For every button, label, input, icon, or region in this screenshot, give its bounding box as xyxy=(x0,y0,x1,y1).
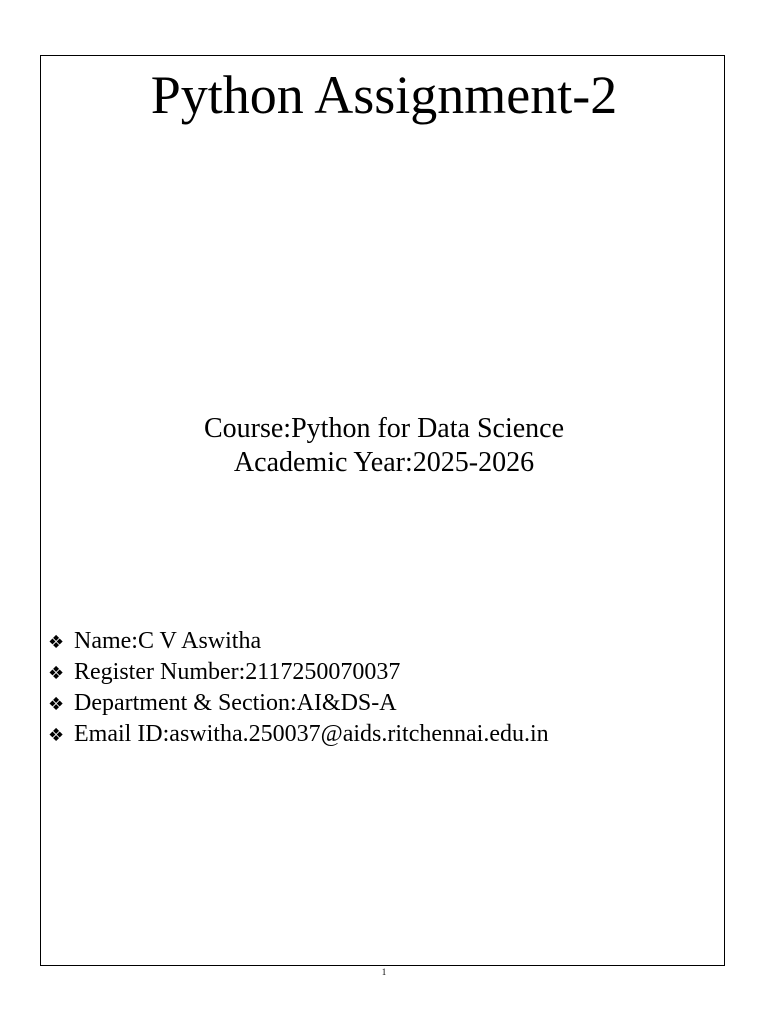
detail-email: Email ID:aswitha.250037@aids.ritchennai.edu.in xyxy=(74,721,549,747)
list-item-register-number xyxy=(48,657,549,688)
detail-department: Department & Section:AI&DS-A xyxy=(74,690,397,716)
page-number: 1 xyxy=(381,967,387,977)
four-diamond-bullet-icon: ❖ xyxy=(48,663,65,684)
four-diamond-bullet-icon: ❖ xyxy=(48,632,65,653)
course-line: Course:Python for Data Science xyxy=(203,413,565,444)
academic-year-line: Academic Year:2025-2026 xyxy=(233,447,535,478)
document-title: Python Assignment-2 xyxy=(150,65,618,125)
list-item-department xyxy=(48,688,549,719)
student-details-list xyxy=(48,626,549,750)
list-item-email xyxy=(48,719,549,750)
four-diamond-bullet-icon: ❖ xyxy=(48,694,65,715)
list-item-name xyxy=(48,626,549,657)
page-border xyxy=(40,55,725,966)
detail-name: Name:C V Aswitha xyxy=(74,628,262,654)
course-info xyxy=(0,412,768,480)
four-diamond-bullet-icon: ❖ xyxy=(48,725,65,746)
detail-register-number: Register Number:2117250070037 xyxy=(74,659,401,685)
